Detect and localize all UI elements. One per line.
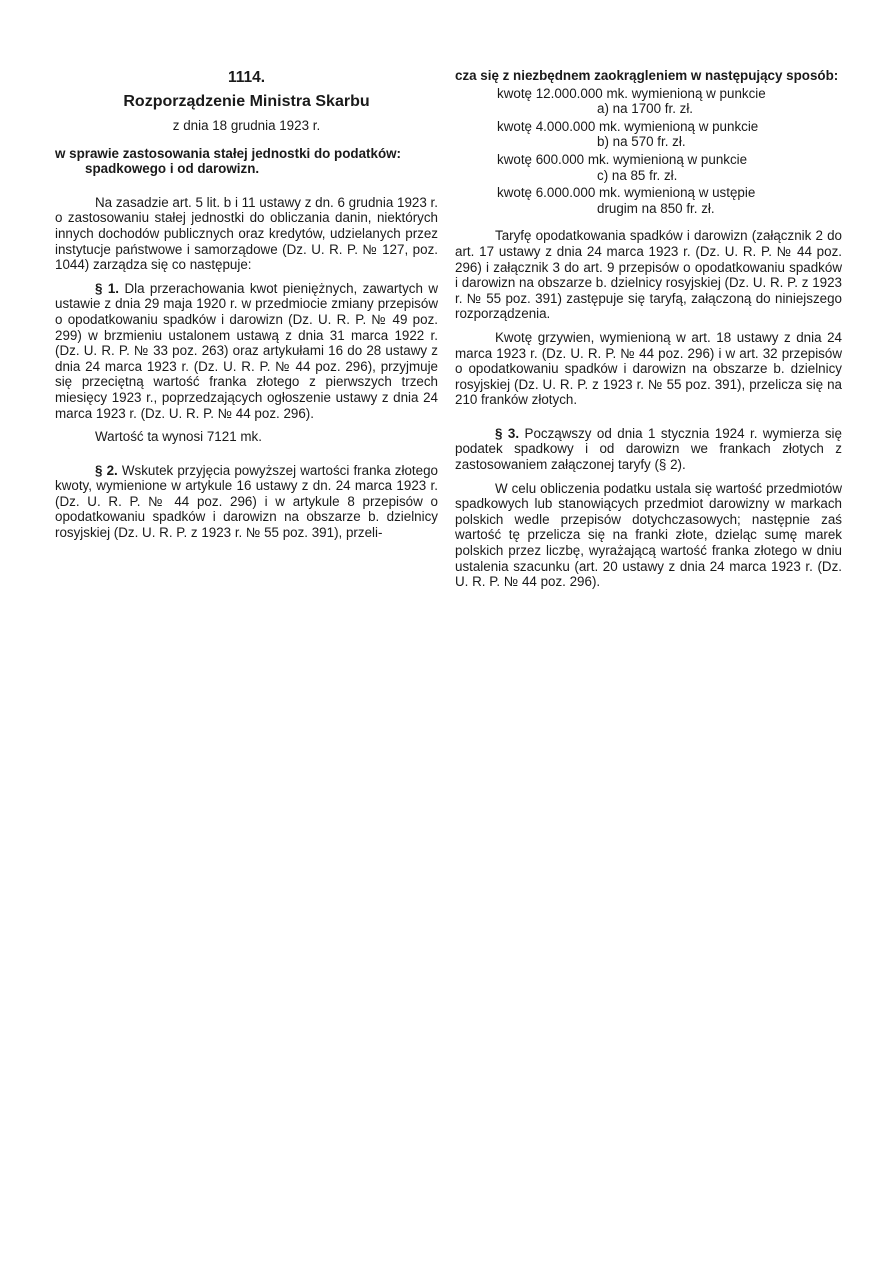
value-line: Wartość ta wynosi 7121 mk. bbox=[95, 429, 262, 445]
act-subject: w sprawie zastosowania stałej jednostki do podatków: spadkowego i od darowizn. bbox=[55, 145, 401, 177]
amount-item bbox=[497, 86, 842, 117]
amount-line1: kwotę 4.000.000 mk. wymienioną w punkcie bbox=[497, 118, 759, 134]
section-2-text: Wskutek przyjęcia powyższej wartości franka złotego kwoty, wymienione w artykule 16 ustawy z dn. 24 marca 1923 r. (Dz. U. R. P. № 44 poz. 296) i w artykule 8 przepisów o opodatkowaniu spadków i darowizn na obszarze b. dzielnicy rosyjskiej (Dz. U. R. P. z 1923 r. № 55 poz. 391), przeli- bbox=[55, 462, 438, 541]
section-1-text: Dla przerachowania kwot pieniężnych, zawartych w ustawie z dnia 29 maja 1920 r. w przedmiocie zmiany przepisów o opodatkowaniu spadków i darowizn (Dz. U. R. P. № 49 poz. 299) w brzmieniu ustalonem ustawą z dnia 31 marca 1922 r. (Dz. U. R. P. № 33 poz. 263) oraz artykułami 16 do 28 ustawy z dnia 24 marca 1923 r. (Dz. U. R. P. № 44 poz. 296), przyjmuje się przeciętną wartość franka złotego z pierwszych trzech miesięcy 1923 r., poprzedzających ogłoszenie ustawy z dnia 24 marca 1923 r. (Dz. U. R. P. № 44 poz. 296). bbox=[55, 280, 438, 421]
amount-line1: kwotę 6.000.000 mk. wymienioną w ustępie bbox=[497, 185, 756, 201]
amount-item bbox=[497, 185, 842, 216]
section-2-paragraph bbox=[55, 463, 438, 541]
calculation-paragraph: W celu obliczenia podatku ustala się wartość przedmiotów spadkowych lub stanowiących przedmiot darowizny w markach polskich wedle przepisów dotychczasowych; następnie zaś wartość tę przelicza się na franki złote, dzieląc sumę marek polskich przez liczbę, wyrażającą wartość franka złotego w dniu ustalenia szacunku (art. 20 ustawy z dnia 24 marca 1923 r. (Dz. U. R. P. № 44 poz. 296). bbox=[455, 480, 842, 590]
page-title: Rozporządzenie Ministra Skarbu bbox=[123, 93, 370, 110]
section-1-label: § 1. bbox=[95, 280, 120, 296]
amount-item bbox=[497, 152, 842, 183]
amount-line1: kwotę 12.000.000 mk. wymienioną w punkcie bbox=[497, 85, 766, 101]
section-2-continuation: cza się z niezbędnem zaokrągleniem w następujący sposób: bbox=[455, 68, 839, 83]
amount-line2: b) na 570 fr. zł. bbox=[597, 134, 686, 150]
section-2-label: § 2. bbox=[95, 462, 118, 478]
amount-line1: kwotę 600.000 mk. wymienioną w punkcie bbox=[497, 151, 748, 167]
left-column bbox=[55, 68, 438, 549]
right-column bbox=[455, 68, 842, 598]
amount-line2: c) na 85 fr. zł. bbox=[597, 167, 678, 183]
section-3-label: § 3. bbox=[495, 425, 520, 441]
amount-item bbox=[497, 119, 842, 150]
fines-paragraph: Kwotę grzywien, wymienioną w art. 18 ustawy z dnia 24 marca 1923 r. (Dz. U. R. P. № 44 poz. 296) i w art. 32 przepisów o opodatkowaniu spadków i darowizn na obszarze b. dzielnicy rosyjskiej (Dz. U. R. P. z 1923 r. № 55 poz. 391), przelicza się na 210 franków złotych. bbox=[455, 329, 842, 408]
act-date: z dnia 18 grudnia 1923 r. bbox=[172, 118, 321, 133]
amount-line2: a) na 1700 fr. zł. bbox=[597, 101, 694, 117]
section-3-paragraph bbox=[455, 426, 842, 473]
act-number: 1114. bbox=[227, 69, 266, 86]
amount-line2: drugim na 850 fr. zł. bbox=[597, 200, 715, 216]
section-1-paragraph bbox=[55, 281, 438, 421]
intro-paragraph: Na zasadzie art. 5 lit. b i 11 ustawy z dn. 6 grudnia 1923 r. o zastosowaniu stałej jednostki do obliczania danin, niektórych innych dochodów publicznych oraz kredytów, udzielanych przez instytucje państwowe i samorządowe (Dz. U. R. P. № 127, poz. 1044) zarządza się co następuje: bbox=[55, 194, 438, 273]
section-3-text: Począwszy od dnia 1 stycznia 1924 r. wymierza się podatek spadkowy i od darowizn we frankach złotych z zastosowaniem załączonej taryfy (§ 2). bbox=[455, 425, 842, 473]
tariff-paragraph: Taryfę opodatkowania spadków i darowizn (załącznik 2 do art. 17 ustawy z dnia 24 marca 1923 r. (Dz. U. R. P. № 44 poz. 296) i załącznik 3 do art. 9 przepisów o opodatkowaniu spadków i darowizn na obszarze b. dzielnicy rosyjskiej (Dz. U. R. P. z 1923 r. № 55 poz. 391) zastępuje się taryfą, załączoną do niniejszego rozporządzenia. bbox=[455, 228, 842, 322]
